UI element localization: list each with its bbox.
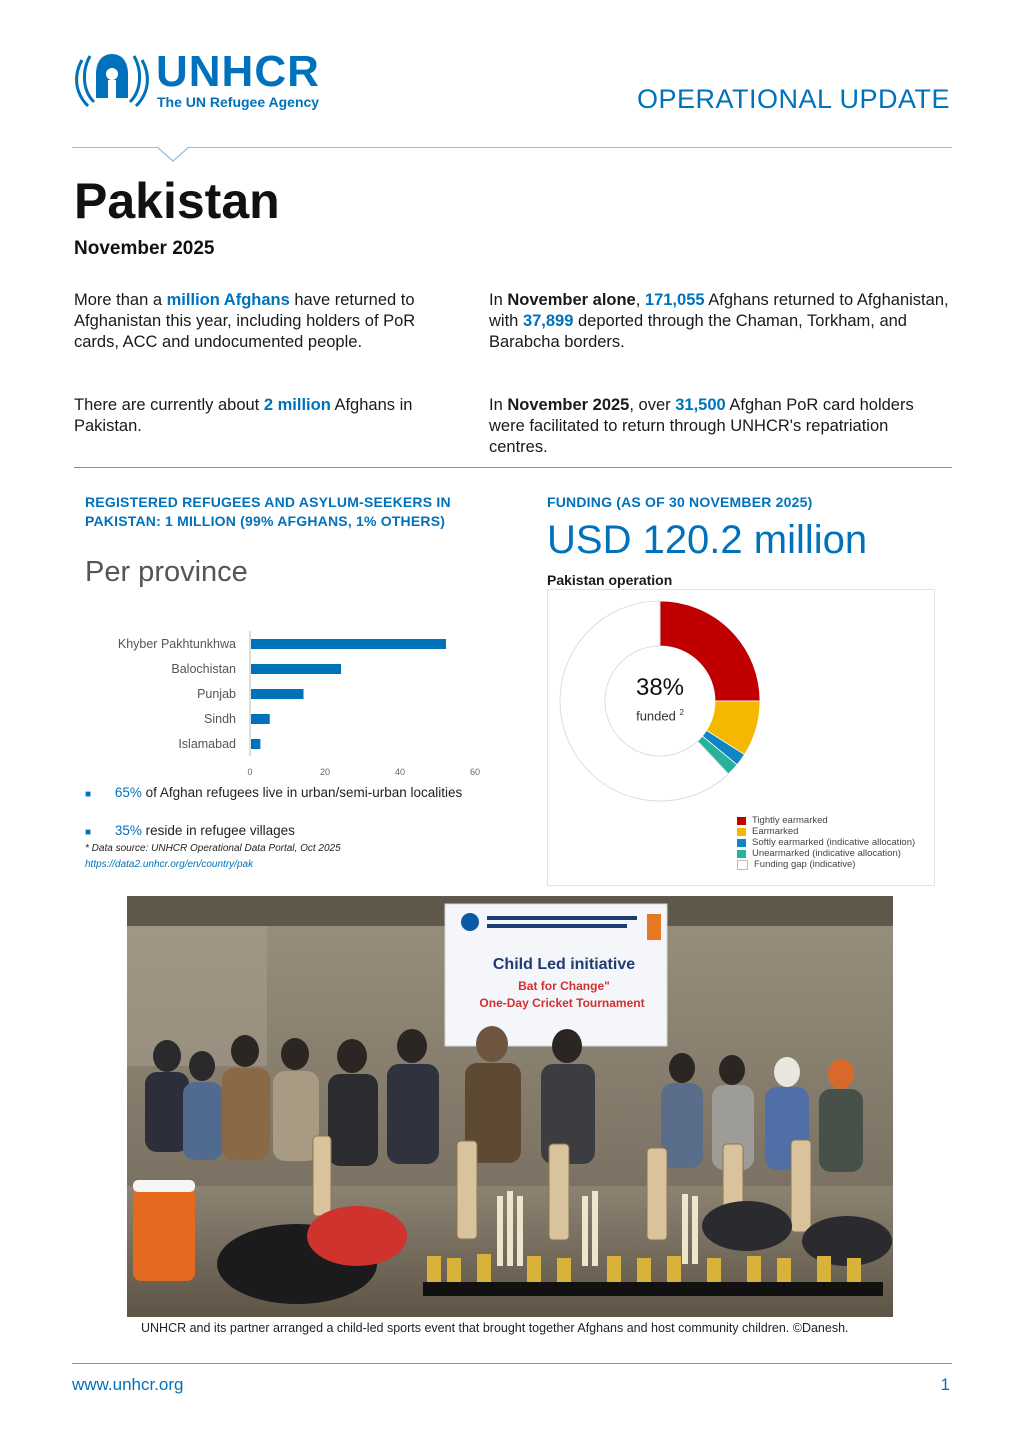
bar-axis-tick: 20 — [319, 767, 331, 777]
bullet-square-icon: ■ — [85, 827, 92, 838]
bar-islamabad — [251, 739, 260, 749]
legend-item — [737, 826, 937, 837]
photo-caption: UNHCR and its partner arranged a child-led sports event that brought together Afghans and host community children. ©Danesh. — [141, 1321, 849, 1335]
province-bar-chart — [80, 628, 500, 783]
banner-line-1: Child Led initiative — [492, 956, 636, 973]
bar-category-label: Balochistan — [171, 662, 236, 676]
legend-label: Tightly earmarked — [752, 815, 828, 826]
operation-label: Pakistan operation — [547, 572, 673, 588]
legend-label: Softly earmarked (indicative allocation) — [752, 837, 916, 848]
footer-divider — [72, 1363, 952, 1364]
doc-type-label: OPERATIONAL UPDATE — [636, 84, 950, 114]
bullet-urban: ■ 65% of Afghan refugees live in urban/semi-urban localities — [85, 785, 463, 800]
legend-item — [737, 837, 937, 848]
header-divider — [72, 147, 952, 148]
highlight-afghans-in-pakistan: There are currently about 2 million Afghans in Pakistan. — [74, 396, 413, 435]
report-date: November 2025 — [74, 238, 215, 259]
bar-category-label: Islamabad — [178, 737, 236, 751]
highlight-returns-year: More than a million Afghans have returned to Afghanistan this year, including holders of PoR cards, ACC and undocumented people. — [74, 291, 416, 351]
bar-category-label: Khyber Pakhtunkhwa — [117, 637, 236, 651]
legend-label: Funding gap (indicative) — [754, 859, 856, 870]
chevron-down-icon — [156, 146, 190, 163]
legend-swatch — [737, 817, 746, 825]
footer-url-link[interactable]: www.unhcr.org — [72, 1375, 184, 1394]
section-divider — [74, 467, 952, 468]
per-province-subheading: Per province — [85, 556, 248, 588]
donut-center-label: funded $^2$ — [636, 708, 684, 724]
unhcr-emblem-icon — [72, 48, 152, 112]
banner-line-3: One-Day Cricket Tournament — [479, 996, 645, 1010]
highlight-por-returns: In November 2025, over 31,500 Afghan PoR card holders were facilitated to return through UNHCR's repatriation centres. — [489, 396, 914, 456]
bar-punjab — [251, 689, 304, 699]
logo-tagline: The UN Refugee Agency — [157, 94, 320, 110]
funding-heading: FUNDING (AS OF 30 NOVEMBER 2025) — [547, 494, 813, 510]
page-number: 1 — [940, 1375, 950, 1394]
logo-wordmark: UNHCR — [156, 47, 320, 96]
bar-category-label: Punjab — [197, 687, 236, 701]
data-source-note: * Data source: UNHCR Operational Data Portal, Oct 2025 — [85, 843, 341, 854]
bar-sindh — [251, 714, 270, 724]
data-source-link[interactable]: https://data2.unhcr.org/en/country/pak — [85, 859, 254, 870]
bullet-villages: ■ 35% reside in refugee villages — [85, 823, 295, 838]
legend-label: Earmarked — [752, 826, 799, 837]
legend-swatch — [737, 828, 746, 836]
bar-axis-tick: 60 — [469, 767, 481, 777]
banner-line-2: Bat for Change" — [518, 979, 610, 993]
bar-khyber-pakhtunkhwa — [251, 639, 446, 649]
legend-swatch — [737, 860, 748, 870]
bar-axis-tick: 0 — [247, 767, 253, 777]
legend-swatch — [737, 839, 746, 847]
legend-item — [737, 815, 937, 826]
event-photo — [127, 896, 893, 1317]
bar-axis-tick: 40 — [394, 767, 406, 777]
funding-amount: USD 120.2 million — [547, 518, 868, 562]
bar-category-label: Sindh — [204, 712, 236, 726]
legend-label: Unearmarked (indicative allocation) — [752, 848, 901, 859]
highlight-november-returns: In November alone, 171,055 Afghans returned to Afghanistan, with 37,899 deported through the Chaman, Torkham, and Barabcha borders. — [489, 291, 949, 351]
legend-item — [737, 859, 937, 870]
refugees-heading: REGISTERED REFUGEES AND ASYLUM-SEEKERS IN PAKISTAN: 1 MILLION (99% AFGHANS, 1% OTHERS) — [85, 494, 451, 529]
bar-balochistan — [251, 664, 341, 674]
legend-swatch — [737, 850, 746, 858]
funding-legend — [737, 815, 937, 870]
donut-center-value: 38% — [635, 674, 685, 701]
legend-item — [737, 848, 937, 859]
page-title: Pakistan — [74, 173, 280, 229]
bullet-square-icon: ■ — [85, 789, 92, 800]
